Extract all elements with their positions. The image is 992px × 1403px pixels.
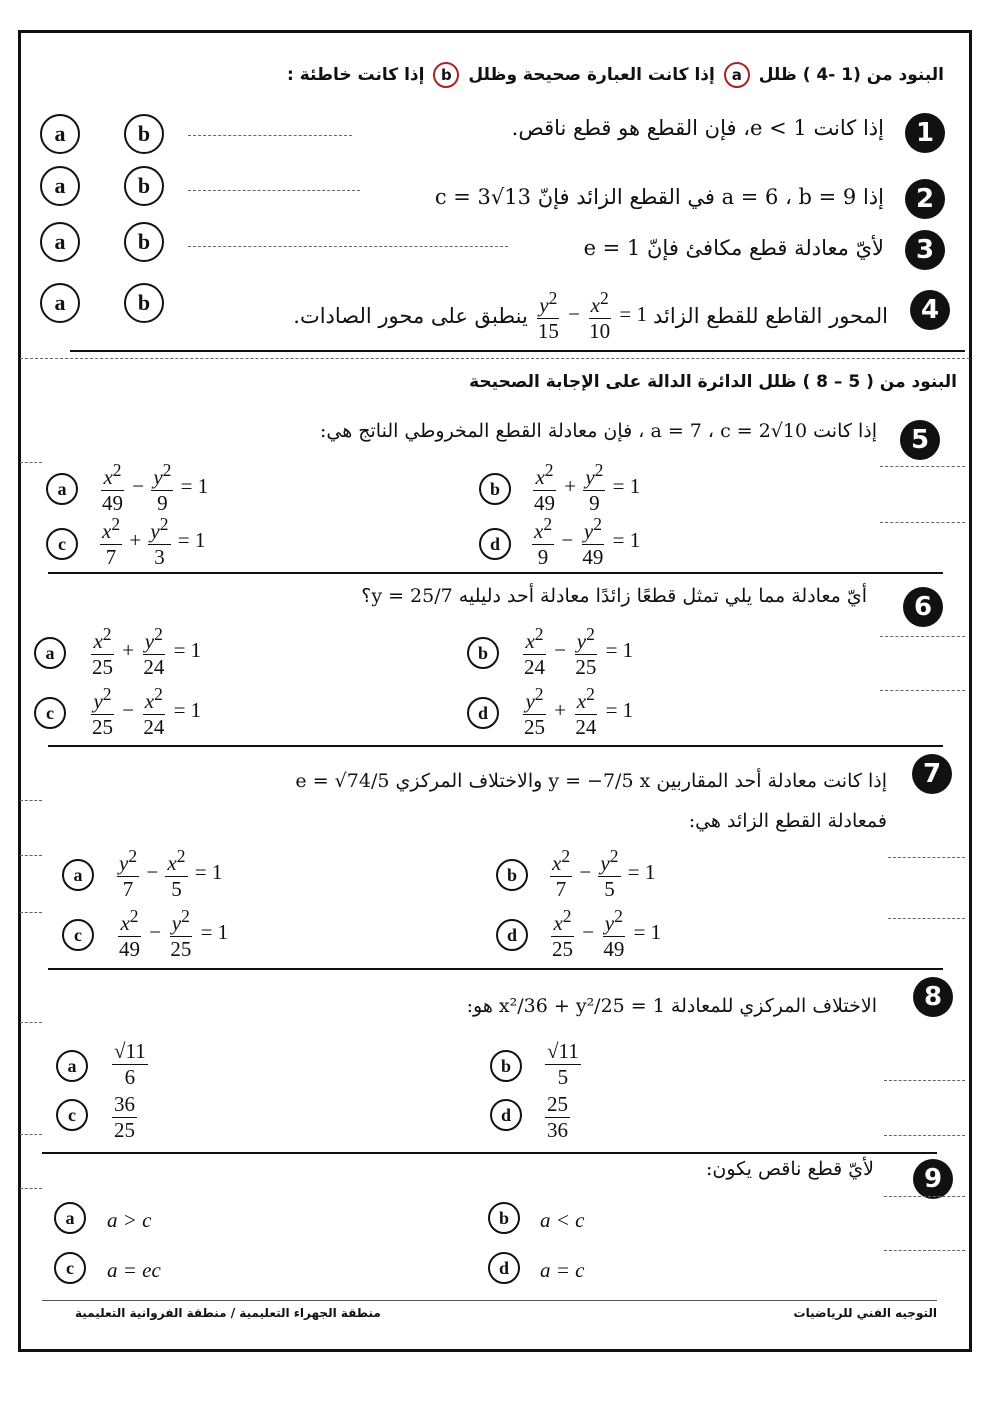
question-7-text-2: فمعادلة القطع الزائد هي: [688, 810, 887, 832]
margin-mark [884, 1135, 965, 1136]
question-4-text [293, 290, 888, 342]
option-a-q3[interactable]: a [40, 222, 80, 262]
q7-option-b[interactable]: b [496, 859, 528, 891]
q6-option-b[interactable]: b [467, 637, 499, 669]
margin-mark [880, 690, 965, 691]
divider-q6 [48, 745, 943, 747]
q9-option-d-val: a = c [540, 1258, 585, 1282]
q5-option-b-eq: $\frac{x^2}{49}$ + $\frac{y^2}{9}$ = 1 [534, 460, 641, 515]
answer-line-3 [188, 246, 508, 247]
divider-q8 [42, 1152, 937, 1154]
q8-option-a[interactable]: a [56, 1050, 88, 1082]
question-4-equation-render: $\frac{y^2}{15}$ − $\frac{x^2}{10}$ = 1 [537, 288, 647, 343]
question-number-7: 7 [912, 754, 952, 794]
q9-option-d[interactable]: d [488, 1252, 520, 1284]
q9-option-a-val: a > c [107, 1208, 152, 1232]
section2-header: البنود من ( 5 – 8 ) ظلل الدائرة الدالة على الإجابة الصحيحة [469, 372, 957, 392]
question-6-text: أيّ معادلة مما يلي تمثل قطعًا زائدًا معادلة أحد دليليه y = 25/7؟ [361, 585, 867, 607]
q8-option-d-val: $\frac{25}{36}$ [547, 1092, 568, 1142]
option-a-q1[interactable]: a [40, 114, 80, 154]
divider-q5 [48, 572, 943, 574]
question-8-text: الاختلاف المركزي للمعادلة x²/36 + y²/25 = 1 هو: [466, 995, 877, 1017]
q9-option-a[interactable]: a [54, 1202, 86, 1234]
divider-dashed-1 [20, 358, 970, 359]
header-text-pre: البنود من (1 -4 ) ظلل [758, 65, 944, 85]
q7-option-c[interactable]: c [62, 919, 94, 951]
q8-option-c-val: $\frac{36}{25}$ [114, 1092, 135, 1142]
margin-mark [20, 462, 42, 463]
question-number-4: 4 [910, 290, 950, 330]
option-a-q2[interactable]: a [40, 166, 80, 206]
margin-mark [880, 522, 965, 523]
footer-right: التوجيه الفني للرياضيات [793, 1306, 937, 1320]
footer-left: منطقة الجهراء التعليمية / منطقة الفروانية التعليمية [75, 1306, 381, 1320]
margin-mark [880, 636, 965, 637]
question-1-text: إذا كانت 1 > e، فإن القطع هو قطع ناقص. [511, 116, 884, 140]
question-4-text-pre: المحور القاطع للقطع الزائد [653, 304, 888, 328]
q5-option-d-eq: $\frac{x^2}{9}$ − $\frac{y^2}{49}$ = 1 [534, 514, 641, 569]
q7-option-c-eq: $\frac{x^2}{49}$ − $\frac{y^2}{25}$ = 1 [119, 906, 229, 961]
answer-line-2 [188, 190, 360, 191]
option-b-q3[interactable]: b [124, 222, 164, 262]
option-b-q1[interactable]: b [124, 114, 164, 154]
q9-option-b-val: a < c [540, 1208, 585, 1232]
margin-mark [20, 800, 42, 801]
question-4-text-post: ينطبق على محور الصادات. [293, 304, 528, 328]
q6-option-c[interactable]: c [34, 697, 66, 729]
option-b-q2[interactable]: b [124, 166, 164, 206]
question-number-2: 2 [905, 179, 945, 219]
margin-mark [884, 1080, 965, 1081]
question-7-text-1: إذا كانت معادلة أحد المقاربين y = −7/5 x والاختلاف المركزي e = √74/5 [295, 770, 887, 792]
question-number-9: 9 [913, 1159, 953, 1199]
margin-mark [884, 1196, 965, 1197]
section1-header [287, 62, 944, 88]
footer-divider [42, 1300, 937, 1301]
question-number-8: 8 [913, 977, 953, 1017]
q5-option-a-eq: $\frac{x^2}{49}$ − $\frac{y^2}{9}$ = 1 [102, 460, 209, 515]
q7-option-a-eq: $\frac{y^2}{7}$ − $\frac{x^2}{5}$ = 1 [119, 846, 223, 901]
header-text-mid: إذا كانت العبارة صحيحة وظلل [468, 65, 715, 85]
q5-option-c-eq: $\frac{x^2}{7}$ + $\frac{y^2}{3}$ = 1 [102, 514, 206, 569]
margin-mark [20, 855, 42, 856]
q7-option-d[interactable]: d [496, 919, 528, 951]
q6-option-c-eq: $\frac{y^2}{25}$ − $\frac{x^2}{24}$ = 1 [92, 684, 202, 739]
question-number-3: 3 [905, 230, 945, 270]
q5-option-a[interactable]: a [46, 473, 78, 505]
q8-option-c[interactable]: c [56, 1099, 88, 1131]
q6-option-d[interactable]: d [467, 697, 499, 729]
margin-mark [20, 912, 42, 913]
q7-option-d-eq: $\frac{x^2}{25}$ − $\frac{y^2}{49}$ = 1 [552, 906, 662, 961]
answer-line-1 [188, 135, 352, 136]
q9-option-b[interactable]: b [488, 1202, 520, 1234]
option-a-q4[interactable]: a [40, 283, 80, 323]
question-number-5: 5 [900, 420, 940, 460]
q9-option-c[interactable]: c [54, 1252, 86, 1284]
q7-option-a[interactable]: a [62, 859, 94, 891]
margin-mark [888, 918, 965, 919]
q5-option-c[interactable]: c [46, 528, 78, 560]
q8-option-b[interactable]: b [490, 1050, 522, 1082]
header-text-post: إذا كانت خاطئة : [286, 65, 425, 85]
q8-option-d[interactable]: d [490, 1099, 522, 1131]
margin-mark [884, 1250, 965, 1251]
question-number-1: 1 [905, 113, 945, 153]
divider-section1 [70, 350, 965, 352]
divider-q7 [48, 968, 943, 970]
q5-option-b[interactable]: b [479, 473, 511, 505]
q6-option-a-eq: $\frac{x^2}{25}$ + $\frac{y^2}{24}$ = 1 [92, 624, 202, 679]
question-9-text: لأيّ قطع ناقص يكون: [706, 1158, 874, 1180]
header-choice-b: b [433, 62, 459, 88]
q8-option-b-val: $\frac{√11}{5}$ [547, 1039, 579, 1089]
margin-mark [888, 857, 965, 858]
q6-option-a[interactable]: a [34, 637, 66, 669]
q6-option-d-eq: $\frac{y^2}{25}$ + $\frac{x^2}{24}$ = 1 [524, 684, 634, 739]
q9-option-c-val: a = ec [107, 1258, 161, 1282]
header-choice-a: a [724, 62, 750, 88]
q6-option-b-eq: $\frac{x^2}{24}$ − $\frac{y^2}{25}$ = 1 [524, 624, 634, 679]
question-3-text: لأيّ معادلة قطع مكافئ فإنّ e = 1 [583, 236, 884, 260]
q8-option-a-val: $\frac{√11}{6}$ [114, 1039, 146, 1089]
margin-mark [20, 1188, 42, 1189]
question-5-text: إذا كانت a = 7 ، c = 2√10 ، فإن معادلة القطع المخروطي الناتج هي: [319, 420, 877, 442]
question-number-6: 6 [903, 587, 943, 627]
margin-mark [20, 1134, 42, 1135]
q5-option-d[interactable]: d [479, 528, 511, 560]
option-b-q4[interactable]: b [124, 283, 164, 323]
q7-option-b-eq: $\frac{x^2}{7}$ − $\frac{y^2}{5}$ = 1 [552, 846, 656, 901]
margin-mark [20, 1022, 42, 1023]
margin-mark [880, 466, 965, 467]
question-2-text: إذا a = 6 ، b = 9 في القطع الزائد فإنّ c = 3√13 [434, 185, 884, 209]
